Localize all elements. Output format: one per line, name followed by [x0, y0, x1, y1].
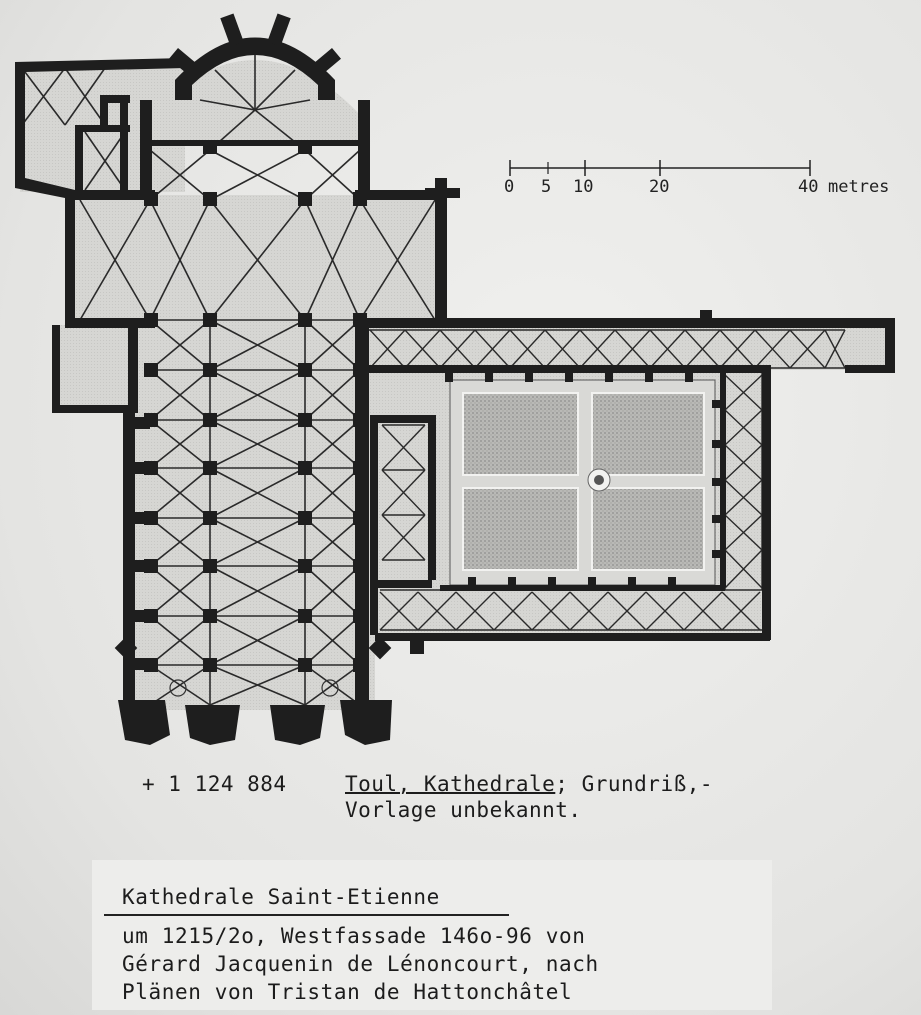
cloister-garden [450, 380, 715, 585]
card-heading: Kathedrale Saint-Etienne [122, 885, 440, 909]
heading-rule [104, 914, 509, 916]
scale-unit: metres [828, 177, 890, 197]
caption-title-suffix: ; Grundriß,- [555, 772, 714, 796]
scale-bar [510, 160, 810, 176]
caption-title: Toul, Kathedrale [345, 772, 556, 796]
catalog-number: + 1 124 884 [142, 772, 287, 796]
card-description [122, 922, 599, 1006]
scale-tick-20: 20 [649, 177, 670, 197]
scale-tick-10: 10 [573, 177, 594, 197]
card-line-3: Plänen von Tristan de Hattonchâtel [122, 980, 573, 1004]
card-line-1: um 1215/2o, Westfassade 146o-96 von [122, 924, 586, 948]
scale-tick-5: 5 [541, 177, 552, 197]
caption-title-line [345, 770, 713, 798]
caption-source: Vorlage unbekannt. [345, 798, 582, 822]
scale-tick-40: 40 [798, 177, 819, 197]
scale-tick-0: 0 [504, 177, 515, 197]
card-line-2: Gérard Jacquenin de Lénoncourt, nach [122, 952, 599, 976]
description-card [92, 860, 772, 1010]
